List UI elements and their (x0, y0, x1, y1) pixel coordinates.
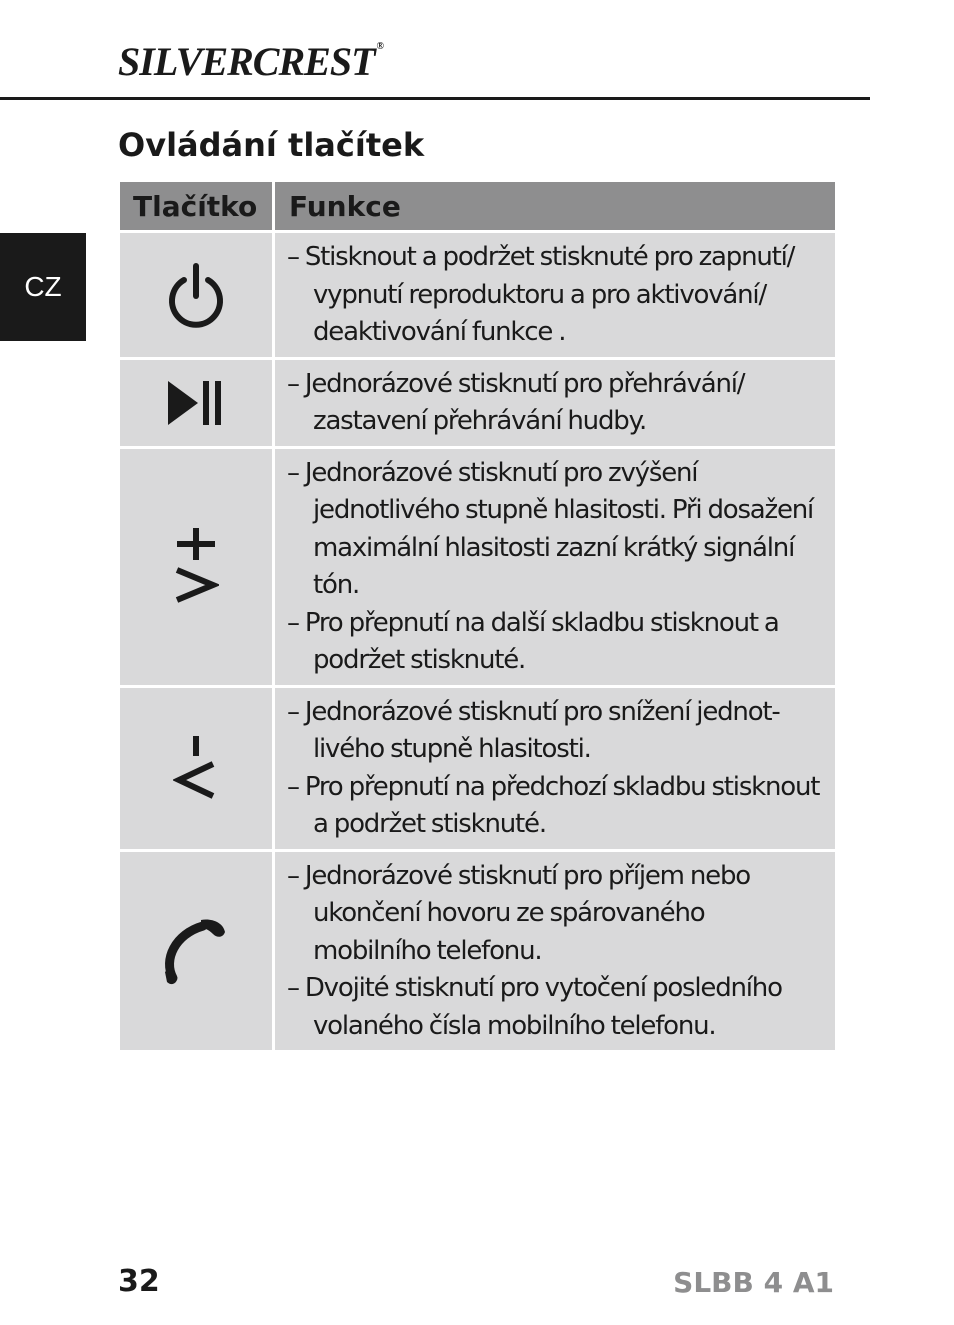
volume-down-icon (173, 736, 219, 800)
function-item: – Jednorázové stisknutí pro přehrávání/ zastavení přehrávání hudby. (287, 368, 745, 436)
language-label: CZ (24, 271, 62, 302)
table-row (120, 233, 835, 357)
page-number: 32 (118, 1264, 160, 1299)
phone-icon (161, 916, 231, 986)
function-item: – Jednorázové stisknutí pro snížení jednot-livého stupně hlasitosti. (287, 696, 780, 764)
function-cell (275, 449, 835, 685)
function-cell (275, 233, 835, 357)
table-row (120, 449, 835, 685)
icon-cell (120, 449, 272, 685)
table-row (120, 360, 835, 446)
icon-cell (120, 852, 272, 1051)
table-row (120, 688, 835, 849)
power-icon (166, 262, 226, 328)
function-item: – Jednorázové stisknutí pro zvýšení jednotlivého stupně hlasitosti. Při dosažení maximální hlasitosti zazní krátký signální tón. (287, 457, 814, 600)
icon-cell (120, 360, 272, 446)
table-header-row (120, 182, 835, 230)
function-cell (275, 688, 835, 849)
brand-logo: SILVERCREST ® (118, 39, 384, 84)
volume-up-icon (173, 528, 219, 606)
function-item: – Pro přepnutí na další skladbu stisknout a podržet stisknuté. (287, 607, 779, 675)
model-number: SLBB 4 A1 (673, 1266, 834, 1299)
icon-cell (120, 233, 272, 357)
header-rule (0, 97, 870, 100)
header-cell-button: Tlačítko (120, 182, 272, 230)
header-cell-function: Funkce (275, 182, 835, 230)
table-row (120, 852, 835, 1051)
function-item: – Dvojité stisknutí pro vytočení posledního volaného čísla mobilního telefonu. (287, 973, 782, 1041)
section-title: Ovládání tlačítek (118, 126, 425, 164)
function-item: – Stisknout a podržet stisknuté pro zapnutí/ vypnutí reproduktoru a pro aktivování/ deaktivování funkce . (287, 242, 795, 347)
language-tab (0, 233, 86, 341)
function-item: – Pro přepnutí na předchozí skladbu stisknout a podržet stisknuté. (287, 771, 820, 839)
button-function-table (120, 182, 835, 1053)
icon-cell (120, 688, 272, 849)
play-pause-icon (168, 379, 224, 427)
function-cell (275, 852, 835, 1051)
function-cell (275, 360, 835, 446)
registered-mark: ® (376, 41, 384, 52)
function-item: – Jednorázové stisknutí pro příjem nebo ukončení hovoru ze spárovaného mobilního telefonu. (287, 860, 750, 966)
